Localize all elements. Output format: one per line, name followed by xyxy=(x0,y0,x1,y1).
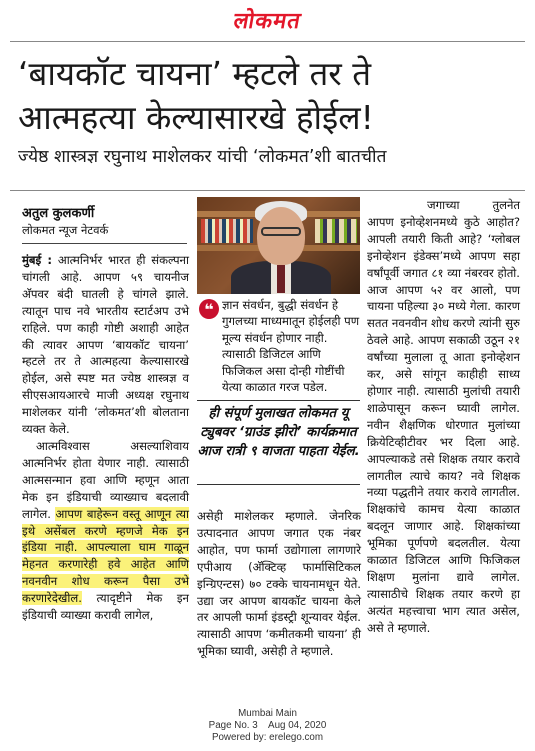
promo-box: ही संपूर्ण मुलाखत लोकमत यू ट्युबवर ‘ग्राउंड झीरो’ कार्यक्रमात आज रात्री ९ वाजता पाहता येईल. xyxy=(197,406,360,459)
paragraph-2-start: आत्मविश्वास असल्याशिवाय आत्मनिर्भर होता येणार नाही. त्यासाठी आत्मसन्मान हवा आणि म्हणून आता मेक इन इंडियाची व्याख्याच बदलावी लागेल. xyxy=(22,438,189,521)
dateline: मुंबई : xyxy=(22,253,53,267)
headline-line-2: आत्महत्या केल्यासारखे होईल! xyxy=(18,98,374,137)
byline-divider xyxy=(22,243,187,244)
promo-divider-top xyxy=(197,400,360,401)
promo-divider-bottom xyxy=(197,484,360,485)
column-2-text: असेही माशेलकर म्हणाले. जेनरिक उत्पादनात आपण जगात एक नंबर आहोत, पण फार्मा उद्योगाला लागणारे एपीआय (अ‍ॅक्टिव्ह फार्मासिटिकल इन्ग्रिएन्टस) ७० टक्के चायनामधून येते. उद्या जर आपण बायकॉट चायना केले तर आपली फार्मा इंडस्ट्री शून्यावर येईल. त्यासाठी आपण ‘कमीतकमी चायना’ ही भूमिका घ्यावी, असेही ते म्हणाले. xyxy=(197,509,361,659)
page-footer xyxy=(0,708,535,744)
paragraph-col3 xyxy=(367,197,520,637)
pull-quote: ज्ञान संवर्धन, बुद्धी संवर्धन हे गुगलच्या माध्यमातून होईलही पण मूल्य संवर्धन होणार नाही. त्यासाठी डिजिटल आणि फिजिकल असा दोन्ही गोष्टींची येत्या काळात गरज पडेल. xyxy=(222,298,360,395)
paragraph-1-text: आत्मनिर्भर भारत ही संकल्पना चांगली आहे. आपण ५९ चायनीज अ‍ॅपवर बंदी घातली हे चांगले झाले. त्यातून पाच नवे भारतीय स्टार्टअप उभे राहिले. पण काही गोष्टी अशाही आहेत की त्यावर आपण ‘बायकॉट चायना’ म्हटले तर ते आत्महत्या केल्यासारखे होईल, असे स्पष्ट मत ज्येष्ठ शास्त्रज्ञ व सीएसआयआरचे माजी अध्यक्ष रघुनाथ माशेलकर यांनी ‘लोकमत’शी बोलताना व्यक्त केले. xyxy=(22,253,189,437)
footer-powered-by: Powered by: erelego.com xyxy=(211,732,324,743)
byline-name: अतुल कुलकर्णी xyxy=(22,206,95,221)
masthead xyxy=(0,0,535,40)
masthead-divider xyxy=(10,41,525,42)
paragraph-col3-text: जगाच्या तुलनेत आपण इनोव्हेशनमध्ये कुठे आहोत? आपली तयारी किती आहे? ‘ग्लोबल इनोव्हेशन इंडेक्स’मध्ये आपण सहा वर्षांपूर्वी जगात ८१ व्या नंबरवर होतो. आज आपण ५२ वर आलो, पण चायना पहिल्या ३० मध्ये गेला. कारण सतत नवनवीन शोध करणे त्यांनी सुरु ठेवले आहे. आपण सकाळी उठून २१ वर्षांच्या मुलाला तू आता इनोव्हेशन कर, असे सांगून काहीही साध्य होणार नाही. त्यासाठी मुलांची तयारी शाळेपासून करून घ्यावी लागेल. नवीन शैक्षणिक धोरणात मुलांच्या क्रियेटिव्हीटीवर भर दिला आहे. आपल्याकडे तसे शिक्षक तयार करावे लागतील त्याचे काय? नवे शिक्षक नव्या पद्धतीने तयार करावे लागतील. शिक्षकांचे कामच येत्या काळात बदलून जाणार आहे. शिक्षकांच्या भूमिका पूर्णपणे बदलतील. येत्या काळात डिजिटल आणि फिजिकल शिक्षण मुलांना द्यावे लागेल. त्यासाठीचे शिक्षक तयार करणे हा अत्यंत महत्त्वाचा भाग त्यात असेल, असे ते म्हणाले. xyxy=(367,198,520,635)
footer-edition: Mumbai Main xyxy=(238,708,297,719)
highlighted-text: आपण बाहेरून वस्तू आणून त्या इथे असेंबल करणे म्हणजे मेक इन इंडिया नाही. आपल्याला घाम गाळून मेहनत करणारेही हवे आहेत आणि नवनवीन शोध करून पैसा उभे करणारेदेखील. xyxy=(22,506,189,606)
article-headline xyxy=(18,52,523,140)
paragraph-2-end: त्यादृष्टीने मेक इन इंडियाची व्याख्या करावी लागेल, xyxy=(22,591,189,623)
article-subhead: ज्येष्ठ शास्त्रज्ञ रघुनाथ माशेलकर यांची ‘लोकमत’शी बातचीत xyxy=(18,147,387,167)
quote-icon: ❝ xyxy=(199,299,219,319)
paragraph-2 xyxy=(22,438,189,624)
subhead-divider xyxy=(10,190,525,191)
headline-line-1: ‘बायकॉट चायना’ म्हटले तर ते xyxy=(18,54,372,93)
article-column-3 xyxy=(367,197,520,637)
byline-desk: लोकमत न्यूज नेटवर्क xyxy=(22,223,109,237)
article-column-1 xyxy=(22,252,189,624)
article-column-2 xyxy=(197,508,361,660)
portrait-photo xyxy=(197,197,360,294)
footer-page-info: Page No. 3 Aug 04, 2020 xyxy=(208,720,327,731)
lokmat-logo: लोकमत xyxy=(231,9,304,34)
paragraph-1 xyxy=(22,252,189,438)
